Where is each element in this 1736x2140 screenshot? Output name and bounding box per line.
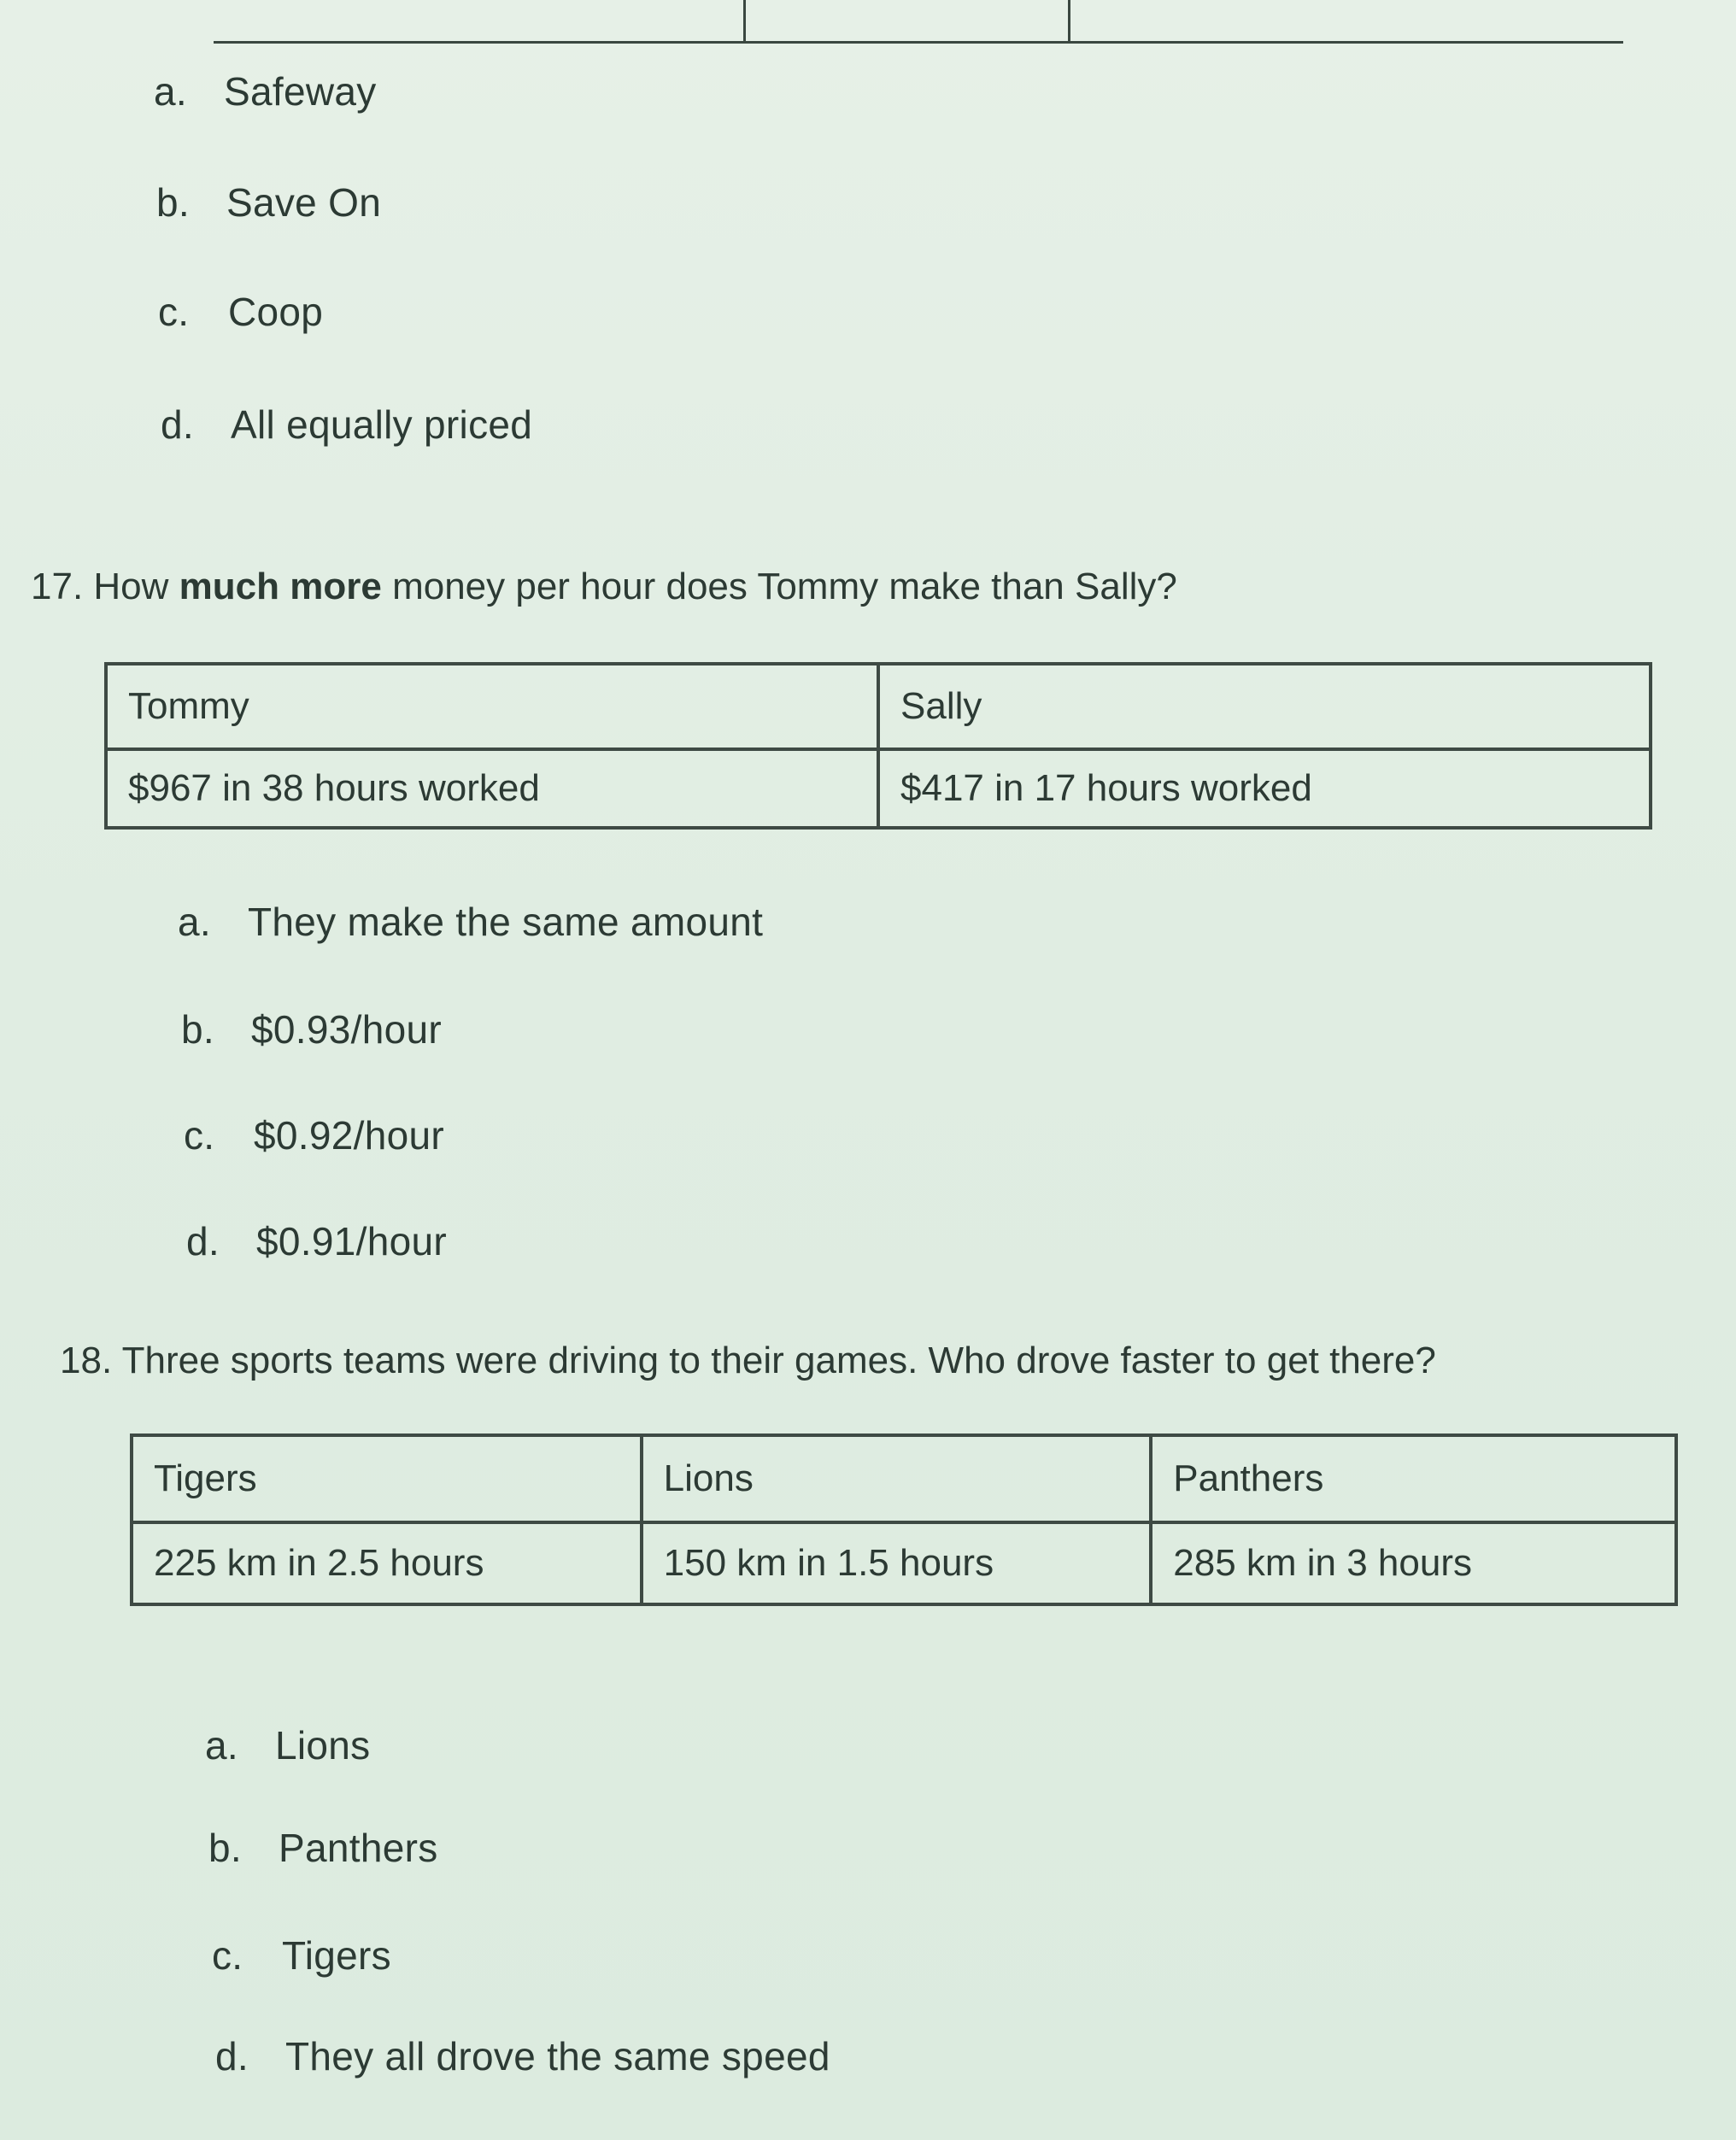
- option-letter: a.: [178, 900, 211, 944]
- option-text: They all drove the same speed: [285, 2034, 830, 2078]
- option-letter: b.: [208, 1826, 242, 1870]
- q16-option-b[interactable]: [156, 179, 381, 226]
- option-text: Lions: [275, 1723, 371, 1768]
- q17-option-b[interactable]: [181, 1006, 442, 1052]
- question-text: Three sports teams were driving to their games. Who drove faster to get there?: [121, 1340, 1436, 1381]
- table-header-row: [132, 1435, 1676, 1522]
- question-text-prefix: How: [93, 566, 169, 607]
- q17-option-c[interactable]: [184, 1112, 444, 1158]
- option-letter: d.: [186, 1219, 220, 1263]
- question-emphasis: much more: [179, 566, 382, 607]
- table-divider: [743, 0, 746, 41]
- previous-table-edge: [214, 0, 1623, 44]
- option-letter: c.: [184, 1113, 215, 1158]
- table-cell-sally: $417 in 17 hours worked: [878, 749, 1651, 828]
- q17-option-d[interactable]: [186, 1218, 447, 1264]
- question-number: 18.: [60, 1340, 113, 1381]
- table-header-panthers: Panthers: [1151, 1435, 1676, 1522]
- option-letter: d.: [215, 2034, 249, 2078]
- option-text: Safeway: [224, 69, 377, 114]
- option-letter: a.: [154, 69, 187, 114]
- option-text: Save On: [226, 180, 382, 225]
- q16-option-c[interactable]: [158, 289, 323, 335]
- q18-option-c[interactable]: [212, 1932, 391, 1979]
- option-text: Coop: [228, 290, 324, 334]
- q16-option-a[interactable]: [154, 68, 377, 114]
- q18-option-a[interactable]: [205, 1722, 370, 1768]
- option-letter: d.: [161, 402, 194, 447]
- table-header-tommy: Tommy: [106, 664, 878, 749]
- table-cell-lions: 150 km in 1.5 hours: [642, 1522, 1152, 1604]
- option-text: Panthers: [279, 1826, 438, 1870]
- q18-table: [130, 1434, 1678, 1606]
- option-text: All equally priced: [231, 402, 533, 447]
- option-text: $0.92/hour: [254, 1113, 444, 1158]
- table-header-lions: Lions: [642, 1435, 1152, 1522]
- table-cell-tigers: 225 km in 2.5 hours: [132, 1522, 642, 1604]
- option-text: Tigers: [282, 1933, 391, 1978]
- table-value-row: [132, 1522, 1676, 1604]
- option-text: They make the same amount: [248, 900, 764, 944]
- table-header-sally: Sally: [878, 664, 1651, 749]
- q17-table: [104, 662, 1652, 830]
- question-number: 17.: [31, 566, 84, 607]
- q16-option-d[interactable]: [161, 402, 532, 448]
- option-letter: a.: [205, 1723, 238, 1768]
- option-letter: c.: [158, 290, 190, 334]
- option-text: $0.91/hour: [256, 1219, 447, 1263]
- table-cell-tommy: $967 in 38 hours worked: [106, 749, 878, 828]
- table-cell-panthers: 285 km in 3 hours: [1151, 1522, 1676, 1604]
- table-divider: [1068, 0, 1070, 41]
- q18-option-b[interactable]: [208, 1825, 438, 1871]
- option-letter: b.: [156, 180, 190, 225]
- q17-option-a[interactable]: [178, 899, 763, 945]
- question-text-suffix: money per hour does Tommy make than Sally?: [392, 566, 1177, 607]
- q17-question: [31, 566, 1177, 608]
- option-letter: b.: [181, 1007, 214, 1052]
- q18-question: [60, 1340, 1436, 1382]
- option-letter: c.: [212, 1933, 243, 1978]
- table-value-row: [106, 749, 1651, 828]
- option-text: $0.93/hour: [251, 1007, 442, 1052]
- table-header-tigers: Tigers: [132, 1435, 642, 1522]
- table-header-row: [106, 664, 1651, 749]
- q18-option-d[interactable]: [215, 2033, 830, 2079]
